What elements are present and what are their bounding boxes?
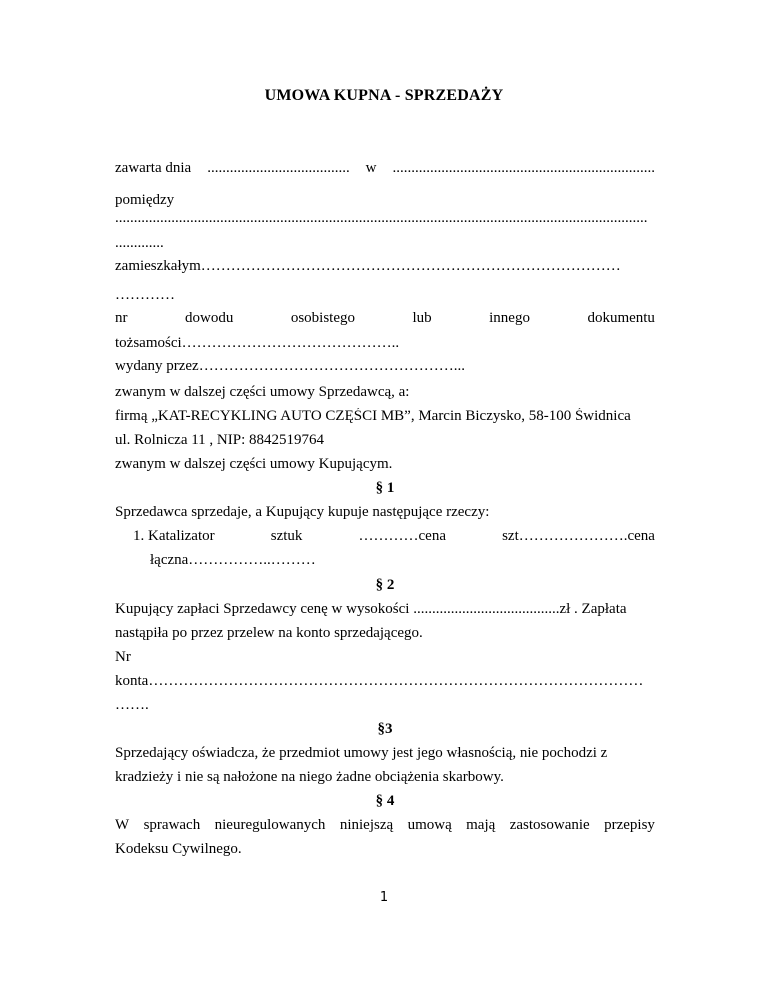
word: W: [115, 817, 130, 833]
word: niniejszą: [339, 817, 394, 833]
line-address: ul. Rolnicza 11 , NIP: 8842519764: [115, 432, 325, 448]
word: lub: [412, 310, 432, 326]
line-dots-2: .............: [115, 235, 164, 251]
line-nr: Nr: [115, 649, 131, 665]
line-kodeksu: Kodeksu Cywilnego.: [115, 841, 242, 857]
word: umową: [407, 817, 452, 833]
blank-date: ......................................: [207, 160, 350, 176]
word: zastosowanie: [509, 817, 590, 833]
line-sprzedawca-def: zwanym w dalszej części umowy Sprzedawcą, a:: [115, 384, 410, 400]
line-dots-3: …………: [115, 287, 175, 303]
section-heading-2: § 2: [375, 577, 395, 593]
line-oswiadcza: Sprzedający oświadcza, że przedmiot umowy jest jego własnością, nie pochodzi z: [115, 745, 608, 761]
line-dots-1: ..............................................................................................................................................: [115, 210, 648, 226]
word: nieuregulowanych: [214, 817, 326, 833]
section-heading-1: § 1: [375, 480, 395, 496]
line-nastapila: nastąpiła po przez przelew na konto sprzedającego.: [115, 625, 423, 641]
word: …………cena: [358, 528, 446, 544]
blank-place: ......................................................................: [392, 160, 655, 176]
word: innego: [489, 310, 530, 326]
word: sztuk: [270, 528, 303, 544]
word: osobistego: [290, 310, 355, 326]
word: dowodu: [184, 310, 234, 326]
line-zamieszkalym: zamieszkałym…………………………………………………………………………: [115, 258, 621, 274]
text-zawarta-dnia: zawarta dnia: [115, 160, 192, 176]
text-w: w: [365, 160, 377, 176]
word: 1. Katalizator: [133, 528, 215, 544]
word: nr: [115, 310, 128, 326]
line-sprzedawca-sprzedaje: Sprzedawca sprzedaje, a Kupujący kupuje następujące rzeczy:: [115, 504, 490, 520]
line-kupujacy-def: zwanym w dalszej części umowy Kupującym.: [115, 456, 393, 472]
line-laczna: łączna……………..………: [150, 552, 316, 568]
line-wydany-przez: wydany przez……………………………………………...: [115, 358, 465, 374]
line-document-id: [115, 310, 655, 327]
line-konta: konta………………………………………………………………………………………: [115, 673, 644, 689]
word: przepisy: [604, 817, 655, 833]
line-kradziezy: kradzieży i nie są nałożone na niego żadne obciążenia skarbowy.: [115, 769, 504, 785]
word: mają: [466, 817, 496, 833]
line-zawarta: [115, 160, 655, 177]
word: szt………………….cena: [502, 528, 655, 544]
word: dokumentu: [587, 310, 655, 326]
list-item-katalizator: [133, 528, 655, 545]
line-tozsamosci: tożsamości……………………………………..: [115, 335, 400, 351]
page-number: 1: [379, 890, 389, 905]
section-heading-3: §3: [377, 721, 393, 737]
line-firma: firmą „KAT-RECYKLING AUTO CZĘŚCI MB”, Marcin Biczysko, 58-100 Świdnica: [115, 408, 631, 424]
document-title: UMOWA KUPNA - SPRZEDAŻY: [264, 87, 504, 104]
section-heading-4: § 4: [375, 793, 395, 809]
line-w-sprawach: [115, 817, 655, 834]
line-kupujacy-zaplaci: Kupujący zapłaci Sprzedawcy cenę w wysokości .......................................zł . Zapłata: [115, 601, 627, 617]
line-dots-4: …….: [115, 697, 149, 713]
word: sprawach: [143, 817, 201, 833]
line-pomiedzy: pomiędzy: [115, 192, 175, 208]
